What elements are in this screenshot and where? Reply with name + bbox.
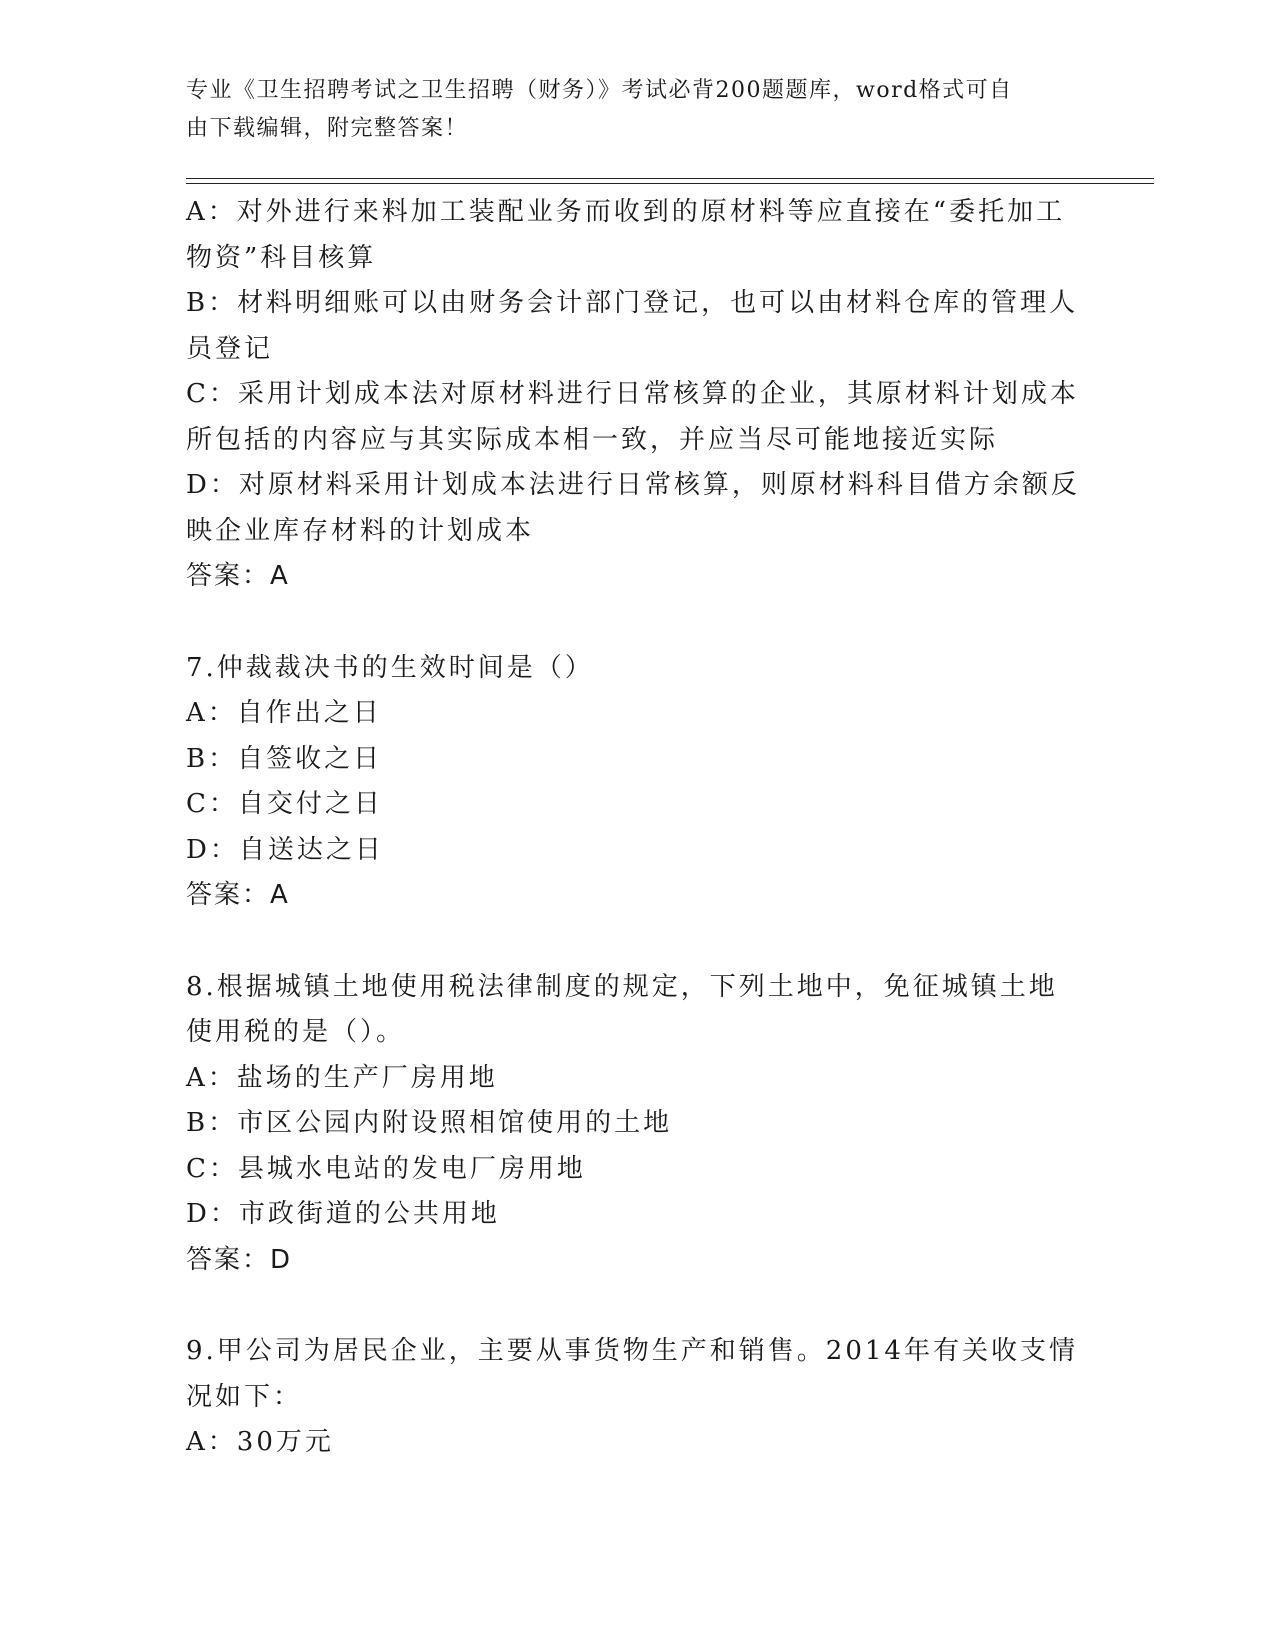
q6-answer: 答案：A [186,561,290,591]
q6-option-b-line-1: B：材料明细账可以由财务会计部门登记，也可以由材料仓库的管理人 [186,288,1079,318]
q6-option-d-line-2: 映企业库存材料的计划成本 [186,515,535,546]
question-8 [186,965,1086,1284]
header-line-2: 由下载编辑，附完整答案！ [186,116,469,141]
q8-stem-line-2: 使用税的是（）。 [186,1017,406,1047]
spacer [186,600,1086,646]
question-6 [186,190,1086,600]
q8-answer: 答案：D [186,1244,293,1275]
q8-option-a: A：盐场的生产厂房用地 [186,1062,498,1093]
q6-option-a-line-2: 物资”科目核算 [186,242,377,273]
question-9 [186,1329,1086,1466]
q8-option-c: C：县城水电站的发电厂房用地 [186,1153,586,1184]
document-header [186,72,1066,148]
q6-option-d-line-1: D：对原材料采用计划成本法进行日常核算，则原材料科目借方余额反 [186,470,1080,500]
q7-option-a: A：自作出之日 [186,698,382,728]
q8-stem-line-1: 8.根据城镇土地使用税法律制度的规定，下列土地中，免征城镇土地 [186,971,1058,1002]
q6-option-b-line-2: 员登记 [186,333,274,364]
q7-stem: 7.仲裁裁决书的生效时间是（） [186,652,594,683]
q7-option-d: D：自送达之日 [186,834,384,865]
document-body [186,190,1086,1466]
q6-option-c-line-2: 所包括的内容应与其实际成本相一致，并应当尽可能地接近实际 [186,424,999,455]
q9-option-a: A：30万元 [186,1427,334,1457]
q7-answer: 答案：A [186,880,290,910]
spacer [186,919,1086,965]
question-7 [186,646,1086,919]
q6-option-c-line-1: C：采用计划成本法对原材料进行日常核算的企业，其原材料计划成本 [186,379,1079,409]
q9-stem-line-1: 9.甲公司为居民企业，主要从事货物生产和销售。2014年有关收支情 [186,1336,1078,1366]
header-line-1: 专业《卫生招聘考试之卫生招聘（财务）》考试必背200题题库，word格式可自 [186,78,1013,103]
q8-option-b: B：市区公园内附设照相馆使用的土地 [186,1108,673,1138]
q8-option-d: D：市政街道的公共用地 [186,1199,500,1229]
header-rule-bottom [186,183,1154,184]
q7-option-c: C：自交付之日 [186,789,383,819]
header-rule-top [186,178,1154,179]
q9-stem-line-2: 况如下： [186,1381,303,1412]
q7-option-b: B：自签收之日 [186,743,383,774]
spacer [186,1283,1086,1329]
q6-option-a-line-1: A：对外进行来料加工装配业务而收到的原材料等应直接在“委托加工 [186,197,1066,227]
